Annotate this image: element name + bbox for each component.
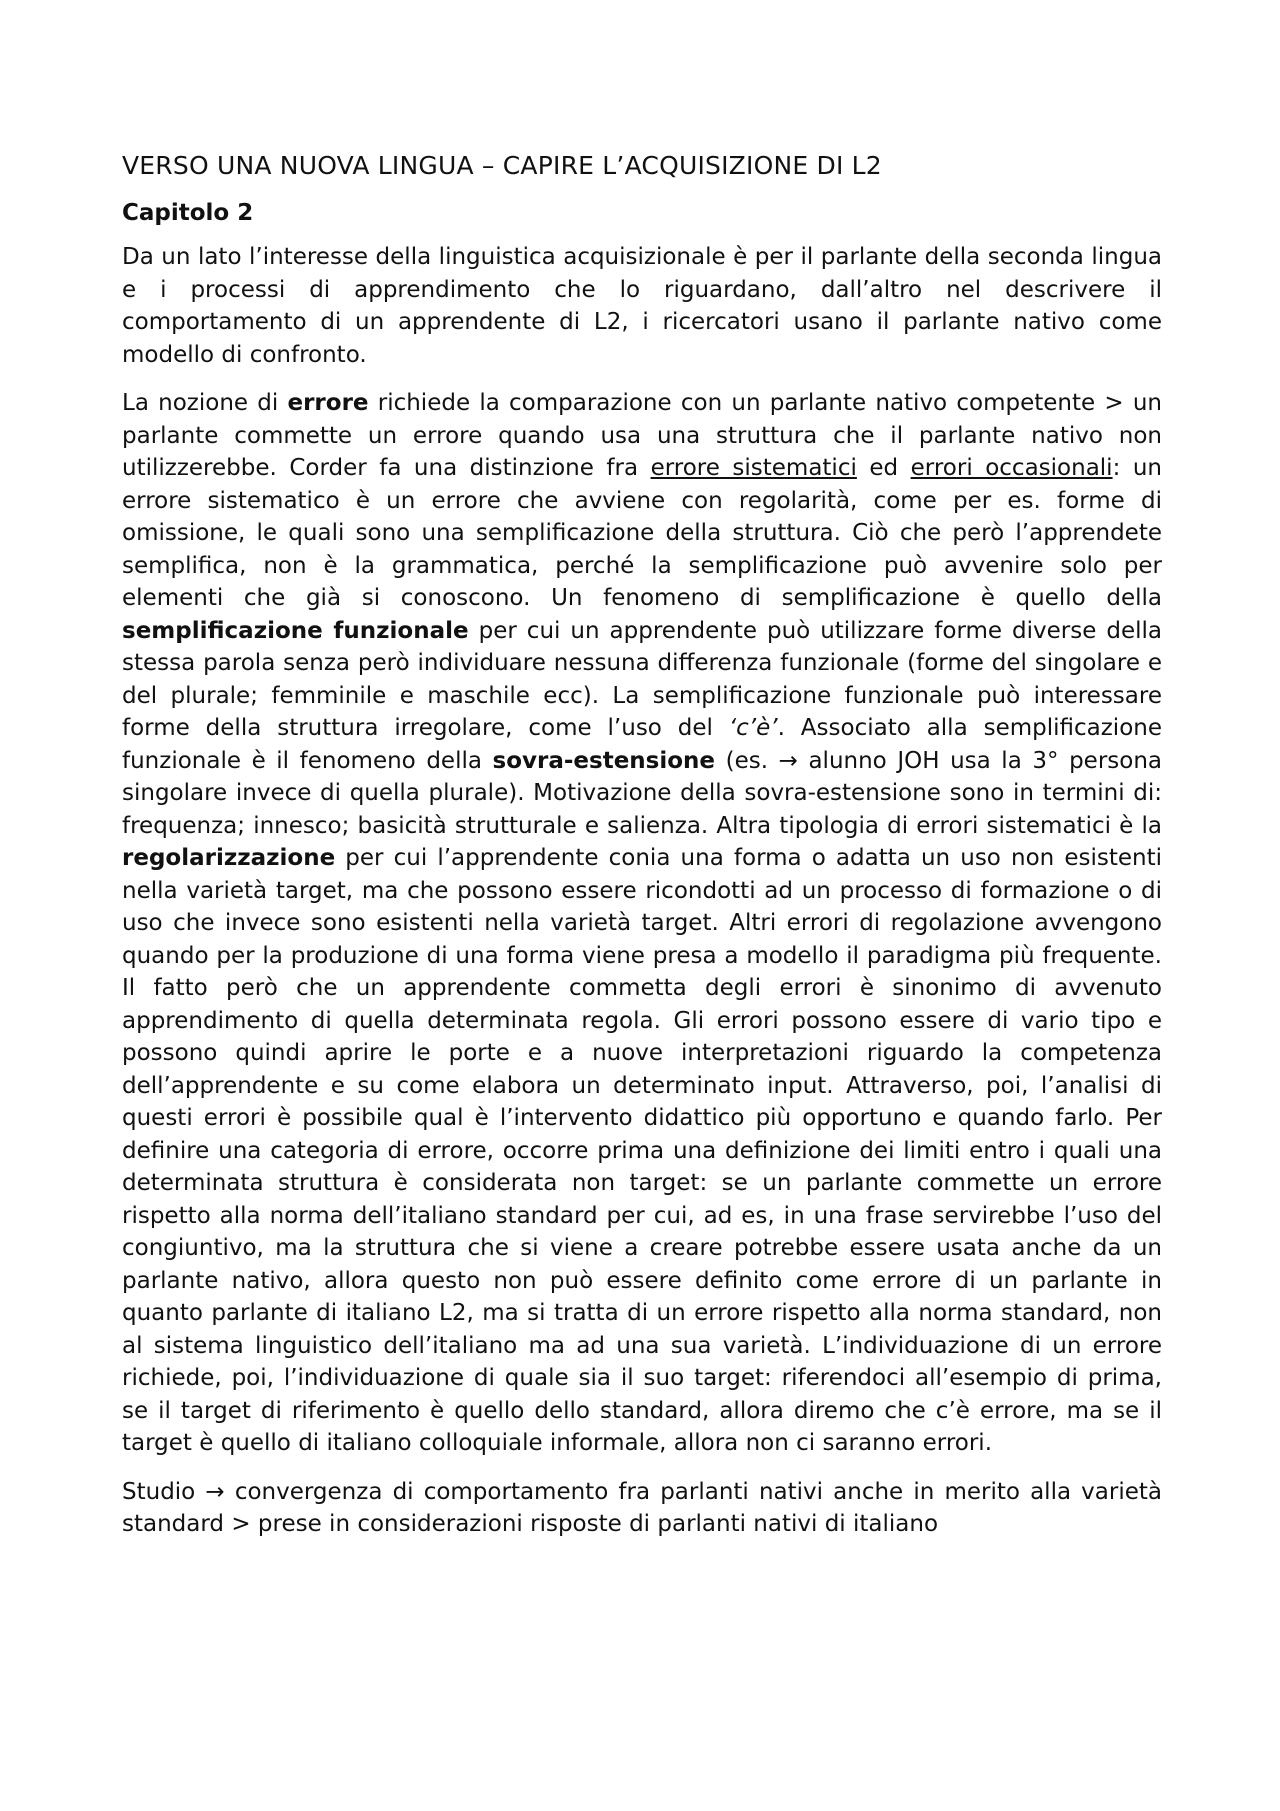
text-span: : un errore sistematico è un errore che avviene con regolarità, come per es. forme di omissione, le quali sono una semplificazione della struttura. Ciò che però l’apprendete semplifica, non è la grammatica, perché la semplificazione può avvenire solo per elementi che già si conoscono. Un fenomeno di semplificazione è quello della xyxy=(122,455,1162,612)
bold-term-semplificazione-funzionale: semplificazione funzionale xyxy=(122,617,469,644)
text-span: . Associato alla semplificazione funzionale è il fenomeno della xyxy=(122,715,1162,774)
arrow-right-icon: → xyxy=(778,747,798,774)
bold-term-sovra-estensione: sovra-estensione xyxy=(492,747,716,774)
text-span: alunno JOH usa la 3° persona singolare invece di quella plurale). Motivazione della sovra-estensione sono in termini di: frequenza; innesco; basicità strutturale e salienza. Altra tipologia di errori sistematici è la xyxy=(122,747,1163,839)
bold-term-regolarizzazione: regolarizzazione xyxy=(122,845,336,872)
text-span: per cui l’apprendente conia una forma o adatta un uso non esistenti nella varietà target, ma che possono essere ricondotti ad un processo di formazione o di uso che invece sono esistenti nella varietà target. Altri errori di regolazione avvengono quando per la produzione di una forma viene presa a modello il paradigma più frequente. Il fatto però che un apprendente commetta degli errori è sinonimo di avvenuto apprendimento di quella determinata regola. Gli errori possono essere di vario tipo e possono quindi aprire le porte e a nuove interpretazioni riguardo la competenza dell’apprendente e su come elabora un determinato input. Attraverso, poi, l’analisi di questi errori è possibile qual è l’intervento didattico più opportuno e quando farlo. Per definire una categoria di errore, occorre prima una definizione dei limiti entro i quali una determinata struttura è considerata non target: se un parlante commette un errore rispetto alla norma dell’italiano standard per cui, ad es, in una frase servirebbe l’uso del congiuntivo, ma la struttura che si viene a creare potrebbe essere usata anche da un parlante nativo, allora questo non può essere definito come errore di un parlante in quanto parlante di italiano L2, ma si tratta di un errore rispetto alla norma standard, non al sistema linguistico dell’italiano ma ad una sua varietà. L’individuazione di un errore richiede, poi, l’individuazione di quale sia il suo target: riferendoci all’esempio di prima, se il target di riferimento è quello dello standard, allora diremo che c’è errore, ma se il target è quello di italiano colloquiale informale, allora non ci saranno errori. xyxy=(122,845,1162,1457)
text-span: La nozione di xyxy=(122,390,288,417)
text-span: richiede la comparazione con un parlante nativo competente > un parlante commette un errore quando usa una struttura che il parlante nativo non utilizzerebbe. Corder fa una distinzione fra xyxy=(122,390,1162,482)
text-span: convergenza di comportamento fra parlanti nativi anche in merito alla varietà standard > prese in considerazioni risposte di parlanti nativi di italiano xyxy=(122,1478,1162,1538)
text-span: Studio xyxy=(122,1478,206,1505)
arrow-right-icon: → xyxy=(205,1478,225,1505)
text-span: ed xyxy=(856,455,911,482)
text-span: per cui un apprendente può utilizzare forme diverse della stessa parola senza però individuare nessuna differenza funzionale (forme del singolare e del plurale; femminile e maschile ecc). La semplificazione funzionale può interessare forme della struttura irregolare, come l’uso del xyxy=(122,617,1162,742)
text-span: (es. xyxy=(715,747,779,774)
document-page xyxy=(122,150,1162,1557)
paragraph-study xyxy=(122,1476,1162,1541)
paragraph-intro: Da un lato l’interesse della linguistica acquisizionale è per il parlante della seconda lingua e i processi di apprendimento che lo riguardano, dall’altro nel descrivere il comportamento di un apprendente di L2, i ricercatori usano il parlante nativo come modello di confronto. xyxy=(122,244,1162,368)
bold-term-errore: errore xyxy=(287,390,369,417)
underlined-term-errori-occasionali: errori occasionali xyxy=(910,455,1113,482)
chapter-heading: Capitolo 2 xyxy=(122,199,254,226)
paragraph-errors xyxy=(122,387,1162,1460)
document-title: VERSO UNA NUOVA LINGUA – CAPIRE L’ACQUISIZIONE DI L2 xyxy=(122,151,882,180)
underlined-term-errore-sistematici: errore sistematici xyxy=(650,455,857,482)
italic-term-ce: ‘c’è’ xyxy=(728,715,778,742)
